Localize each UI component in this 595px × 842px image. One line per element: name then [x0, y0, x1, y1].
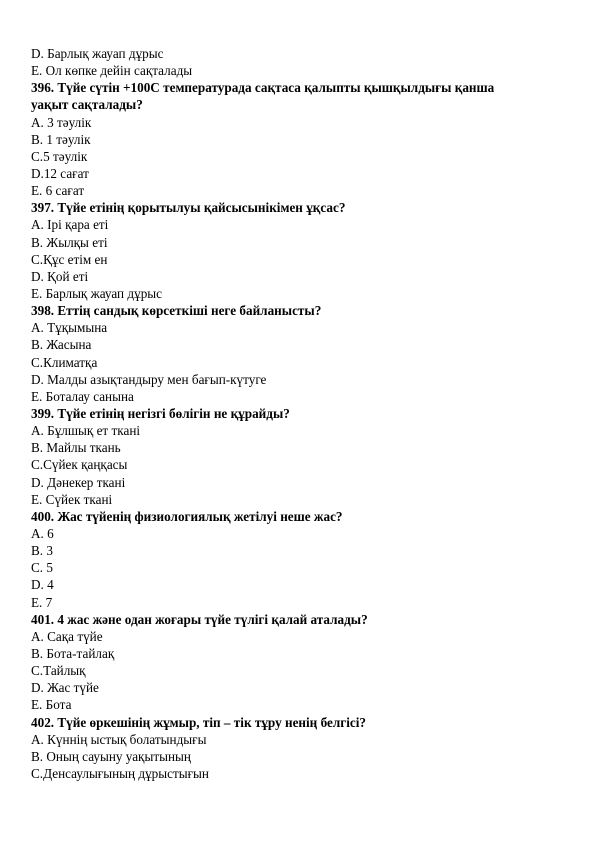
answer-option: C.Құс етім ен — [31, 251, 108, 267]
answer-option: B. Майлы ткань — [31, 440, 121, 456]
answer-option: B. 3 — [31, 543, 53, 559]
answer-option: E. Сүйек тканi — [31, 491, 113, 507]
answer-option: C.Денсаулығының дұрыстығын — [31, 765, 209, 781]
question-heading: 397. Түйе етінің қорытылуы қайсысынікімен ұқсас? — [31, 200, 346, 216]
answer-option: C.5 тәулік — [31, 148, 88, 164]
answer-option: E. Барлық жауап дұрыс — [31, 286, 162, 301]
answer-option: C.Тайлық — [31, 663, 86, 679]
answer-option: B. Жылқы еті — [31, 234, 108, 250]
answer-option: D. Малды азықтандыру мен бағып-күтуге — [31, 371, 267, 387]
answer-option: D. Қой еті — [31, 268, 89, 284]
answer-option: A. Тұқымына — [31, 320, 108, 336]
question-heading: 402. Түйе өркешінің жұмыр, тіп – тік тұру ненің белгісі? — [31, 714, 367, 730]
answer-option: D. Жас түйе — [31, 680, 99, 696]
answer-option: A. 6 — [31, 525, 54, 541]
answer-option: E. Бота — [31, 697, 72, 713]
answer-option: E. Боталау санына — [31, 388, 134, 404]
answer-option: E. 6 сағат — [31, 183, 85, 199]
answer-option: D. Дәнекер тканi — [31, 474, 126, 490]
question-heading: 398. Еттің сандық көрсеткіші неге байланысты? — [31, 303, 322, 319]
question-heading: 399. Түйе етінің негізгі бөлігін не құрайды? — [31, 405, 290, 421]
answer-option: C.Климатқа — [31, 354, 98, 370]
answer-option: E. Ол көпке дейін сақталады — [31, 63, 193, 79]
question-heading: 401. 4 жас және одан жоғары түйе түлігі қалай аталады? — [31, 611, 368, 627]
answer-option: A. Күннің ыстық болатындығы — [31, 731, 207, 747]
answer-option: C. 5 — [31, 560, 53, 576]
answer-option: A. Сақа түйе — [31, 628, 103, 644]
answer-option: D. Барлық жауап дұрыс — [31, 46, 164, 61]
answer-option: A. Бұлшық ет тканi — [31, 423, 141, 439]
question-heading: 400. Жас түйенің физиологиялық жетілуі неше жас? — [31, 508, 343, 524]
question-heading: 396. Түйе сүтін +100С температурада сақтаса қалыпты қышқылдығы қанша уақыт сақталады? — [31, 80, 495, 113]
question-list — [31, 45, 571, 782]
answer-option: B. Жасына — [31, 337, 92, 353]
answer-option: B. Бота-тайлақ — [31, 645, 115, 661]
answer-option: A. 3 тәулік — [31, 114, 92, 130]
answer-option: C.Сүйек қаңқасы — [31, 457, 128, 473]
answer-option: B. Оның сауыну уақытының — [31, 748, 191, 764]
answer-option: D. 4 — [31, 577, 54, 593]
answer-option: D.12 сағат — [31, 166, 89, 182]
answer-option: A. Ірі қара еті — [31, 217, 109, 233]
answer-option: E. 7 — [31, 594, 53, 610]
answer-option: B. 1 тәулік — [31, 131, 91, 147]
